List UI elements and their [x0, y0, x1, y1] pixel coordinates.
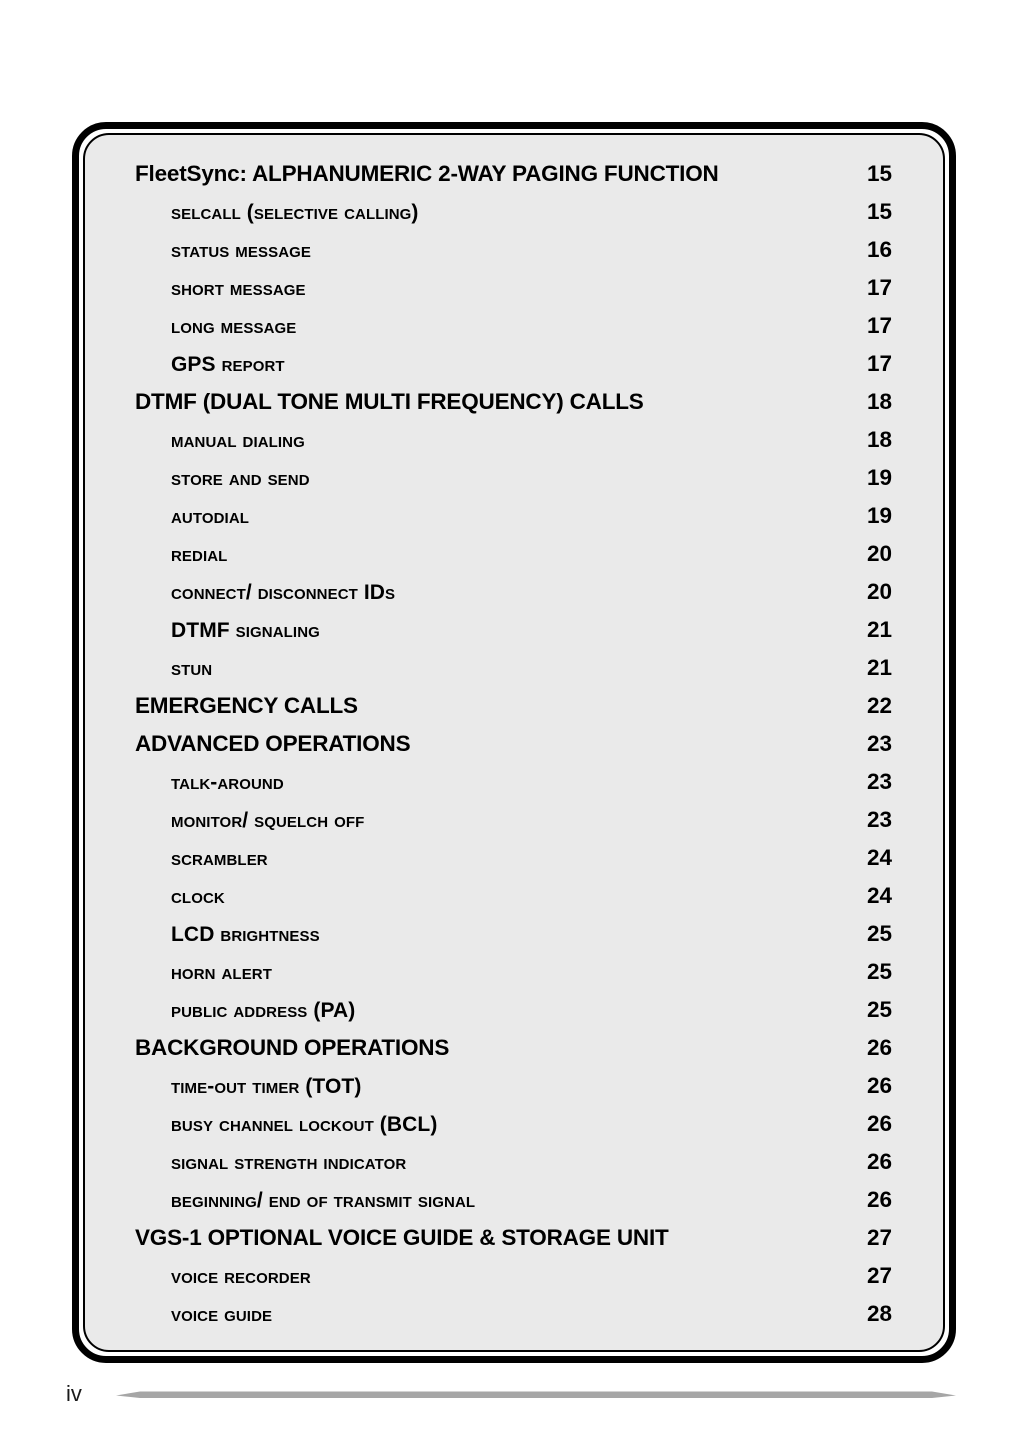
acronym: LCD: [171, 923, 215, 946]
toc-page-number: 18: [866, 427, 892, 452]
toc-dot-leader: [305, 431, 844, 447]
toc-entry-title: LCD brightness: [171, 923, 320, 946]
toc-entry-title: connect/ disconnect IDs: [171, 581, 396, 604]
toc-page-number: 23: [866, 731, 892, 756]
toc-dot-leader: [312, 279, 844, 295]
toc-entry[interactable]: [85, 807, 943, 845]
toc-entry-title: voice guide: [171, 1303, 273, 1326]
toc-entry[interactable]: [85, 1149, 943, 1187]
acronym: TOT: [312, 1075, 355, 1098]
toc-dot-leader: [416, 735, 844, 751]
toc-entry-title: autodial: [171, 505, 250, 528]
toc-entry[interactable]: [85, 579, 943, 617]
toc-entry[interactable]: [85, 1073, 943, 1111]
toc-dot-leader: [481, 1191, 844, 1207]
acronym: PA: [320, 999, 349, 1022]
toc-entry-title: BACKGROUND OPERATIONS: [135, 1035, 450, 1060]
toc-page-number: 25: [866, 959, 892, 984]
toc-dot-leader: [412, 1153, 844, 1169]
toc-page-number: 26: [866, 1073, 892, 1098]
toc-page-number: 27: [866, 1225, 892, 1250]
toc-page-number: 26: [866, 1187, 892, 1212]
toc-entry-title: GPS report: [171, 353, 285, 376]
toc-dot-leader: [317, 241, 844, 257]
toc-entry[interactable]: [85, 1187, 943, 1225]
toc-dot-leader: [317, 1267, 844, 1283]
toc-entry-title: DTMF signaling: [171, 619, 320, 642]
toc-page-number: 21: [866, 617, 892, 642]
toc-dot-leader: [358, 697, 844, 713]
toc-entry-title: VGS-1 OPTIONAL VOICE GUIDE & STORAGE UNIT: [135, 1225, 669, 1250]
toc-entry-title: FleetSync: ALPHANUMERIC 2-WAY PAGING FUNCTION: [135, 161, 719, 186]
toc-entry[interactable]: [85, 1111, 943, 1149]
toc-panel: [83, 133, 945, 1352]
toc-dot-leader: [278, 1305, 844, 1321]
toc-page-number: 28: [866, 1301, 892, 1326]
toc-entry[interactable]: [85, 997, 943, 1035]
toc-entry-title: redial: [171, 543, 228, 566]
toc-dot-leader: [455, 1039, 844, 1055]
toc-page-number: 16: [866, 237, 892, 262]
toc-page-number: 26: [866, 1035, 892, 1060]
toc-entry-title: short message: [171, 277, 306, 300]
toc-entry[interactable]: [85, 313, 943, 351]
toc-page-number: 19: [866, 503, 892, 528]
folio-number: iv: [66, 1381, 82, 1406]
toc-page-number: 17: [866, 313, 892, 338]
toc-page-number: 15: [866, 161, 892, 186]
toc-dot-leader: [675, 1229, 844, 1245]
toc-entry[interactable]: [85, 541, 943, 579]
toc-dot-leader: [425, 203, 844, 219]
toc-entry-title: horn alert: [171, 961, 272, 984]
toc-entry[interactable]: [85, 731, 943, 769]
toc-page-number: 24: [866, 845, 892, 870]
toc-entry-title: voice recorder: [171, 1265, 311, 1288]
toc-entry-title: long message: [171, 315, 297, 338]
acronym: ID: [363, 581, 386, 604]
toc-entry[interactable]: [85, 655, 943, 693]
toc-outer-frame: [72, 122, 956, 1363]
toc-dot-leader: [650, 393, 844, 409]
toc-page-number: 18: [866, 389, 892, 414]
toc-page-number: 23: [866, 769, 892, 794]
toc-entry[interactable]: [85, 883, 943, 921]
toc-dot-leader: [355, 1001, 844, 1017]
toc-dot-leader: [302, 317, 844, 333]
toc-dot-leader: [326, 621, 844, 637]
toc-entry-title: EMERGENCY CALLS: [135, 693, 358, 718]
toc-page-number: 26: [866, 1149, 892, 1174]
toc-entry-title: manual dialing: [171, 429, 305, 452]
toc-page-number: 24: [866, 883, 892, 908]
toc-entry-title: scrambler: [171, 847, 268, 870]
acronym: GPS: [171, 353, 216, 376]
toc-entry-title: DTMF (DUAL TONE MULTI FREQUENCY) CALLS: [135, 389, 644, 414]
toc-page-number: 23: [866, 807, 892, 832]
toc-dot-leader: [218, 659, 844, 675]
toc-dot-leader: [316, 469, 844, 485]
toc-entry-title: talk-around: [171, 771, 284, 794]
toc-entry[interactable]: [85, 1301, 943, 1339]
toc-entry[interactable]: [85, 769, 943, 807]
toc-entry[interactable]: [85, 503, 943, 541]
toc-entry[interactable]: [85, 465, 943, 503]
toc-dot-leader: [437, 1115, 844, 1131]
toc-entry-title: status message: [171, 239, 312, 262]
toc-entry[interactable]: [85, 351, 943, 389]
toc-dot-leader: [725, 165, 844, 181]
toc-page-number: 20: [866, 541, 892, 566]
footer-rule: [116, 1390, 956, 1399]
toc-entry-list: [85, 161, 943, 1339]
toc-entry[interactable]: [85, 1225, 943, 1263]
toc-entry[interactable]: [85, 199, 943, 237]
toc-page-number: 27: [866, 1263, 892, 1288]
toc-dot-leader: [326, 925, 844, 941]
toc-entry[interactable]: [85, 1263, 943, 1301]
toc-dot-leader: [290, 773, 844, 789]
toc-page-number: 20: [866, 579, 892, 604]
toc-dot-leader: [291, 355, 844, 371]
toc-dot-leader: [274, 849, 844, 865]
toc-page-number: 25: [866, 921, 892, 946]
toc-entry-title: store and send: [171, 467, 310, 490]
toc-entry[interactable]: [85, 1035, 943, 1073]
toc-entry[interactable]: [85, 959, 943, 997]
toc-entry[interactable]: [85, 161, 943, 199]
toc-entry-title: ADVANCED OPERATIONS: [135, 731, 411, 756]
toc-entry-title: signal strength indicator: [171, 1151, 407, 1174]
toc-page-number: 19: [866, 465, 892, 490]
toc-dot-leader: [370, 811, 844, 827]
page-footer: [0, 1381, 1024, 1421]
toc-entry-title: stun: [171, 657, 213, 680]
toc-dot-leader: [233, 545, 844, 561]
toc-page-number: 17: [866, 351, 892, 376]
toc-entry[interactable]: [85, 427, 943, 465]
acronym: BCL: [386, 1113, 431, 1136]
toc-entry-title: clock: [171, 885, 225, 908]
toc-entry[interactable]: [85, 237, 943, 275]
toc-dot-leader: [231, 887, 844, 903]
toc-entry[interactable]: [85, 921, 943, 959]
toc-page-number: 21: [866, 655, 892, 680]
toc-dot-leader: [272, 963, 844, 979]
toc-entry[interactable]: [85, 617, 943, 655]
toc-entry-title: busy channel lockout (BCL): [171, 1113, 438, 1136]
toc-entry[interactable]: [85, 275, 943, 313]
toc-entry-title: public address (PA): [171, 999, 356, 1022]
toc-page-number: 15: [866, 199, 892, 224]
toc-entry[interactable]: [85, 693, 943, 731]
toc-page-number: 17: [866, 275, 892, 300]
toc-page-number: 26: [866, 1111, 892, 1136]
toc-page-number: 25: [866, 997, 892, 1022]
toc-entry[interactable]: [85, 389, 943, 427]
toc-page-number: 22: [866, 693, 892, 718]
toc-entry-title: selcall (selective calling): [171, 201, 419, 224]
toc-dot-leader: [367, 1077, 844, 1093]
toc-entry-title: beginning/ end of transmit signal: [171, 1189, 476, 1212]
toc-entry-title: time-out timer (TOT): [171, 1075, 362, 1098]
acronym: DTMF: [171, 619, 230, 642]
toc-dot-leader: [255, 507, 844, 523]
toc-dot-leader: [395, 583, 844, 599]
toc-entry-title: monitor/ squelch off: [171, 809, 365, 832]
toc-entry[interactable]: [85, 845, 943, 883]
